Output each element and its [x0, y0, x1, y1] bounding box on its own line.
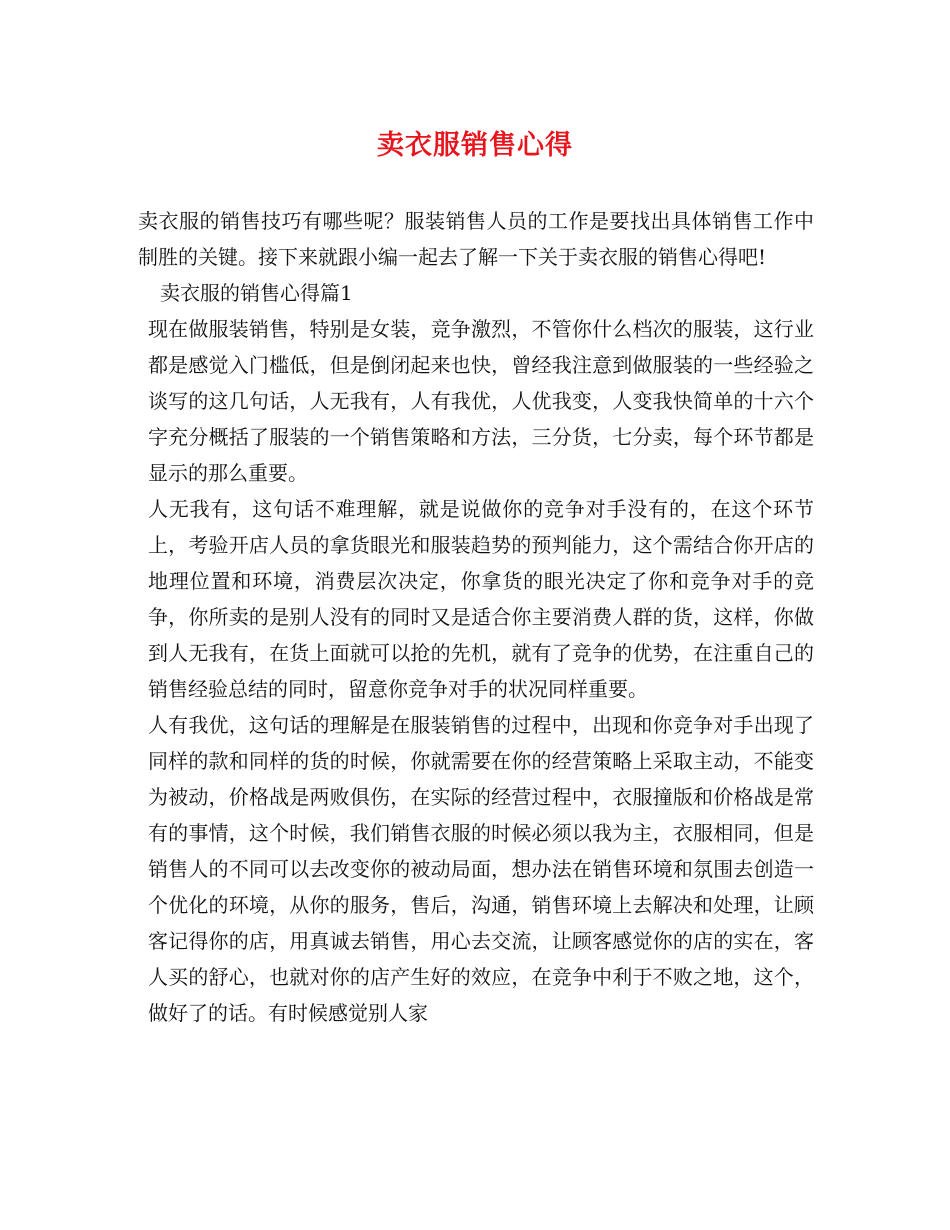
- section-heading: 卖衣服的销售心得篇1: [160, 281, 353, 305]
- body-paragraph: 人有我优，这句话的理解是在服装销售的过程中，出现和你竞争对手出现了同样的款和同样的货的时候，你就需要在你的经营策略上采取主动，不能变为被动，价格战是两败俱伤，在实际的经营过程中，衣服撞版和价格战是常有的事情，这个时候，我们销售衣服的时候必须以我为主，衣服相同，但是销售人的不同可以去改变你的被动局面，想办法在销售环境和氛围去创造一个优化的环境，从你的服务，售后，沟通，销售环境上去解决和处理，让顾客记得你的店，用真诚去销售，用心去交流，让顾客感觉你的店的实在，客人买的舒心，也就对你的店产生好的效应，在竞争中利于不败之地，这个，做好了的话。有时候感觉别人家: [148, 713, 814, 1025]
- intro-paragraph: 卖衣服的销售技巧有哪些呢？服装销售人员的工作是要找出具体销售工作中制胜的关键。接下来就跟小编一起去了解一下关于卖衣服的销售心得吧!: [138, 209, 814, 269]
- document-title: 卖衣服销售心得: [377, 130, 573, 161]
- body-paragraph: 人无我有，这句话不难理解，就是说做你的竞争对手没有的，在这个环节上，考验开店人员的拿货眼光和服装趋势的预判能力，这个需结合你开店的地理位置和环境，消费层次决定，你拿货的眼光决定了你和竞争对手的竞争，你所卖的是别人没有的同时又是适合你主要消费人群的货，这样，你做到人无我有，在货上面就可以抢的先机，就有了竞争的优势，在注重自己的销售经验总结的同时，留意你竞争对手的状况同样重要。: [148, 497, 814, 701]
- document-body: [138, 203, 814, 1031]
- body-paragraph: 现在做服装销售，特别是女装，竞争激烈，不管你什么档次的服装，这行业都是感觉入门槛低，但是倒闭起来也快，曾经我注意到做服装的一些经验之谈写的这几句话，人无我有，人有我优，人优我变，人变我快简单的十六个字充分概括了服装的一个销售策略和方法，三分货，七分卖，每个环节都是显示的那么重要。: [148, 317, 814, 485]
